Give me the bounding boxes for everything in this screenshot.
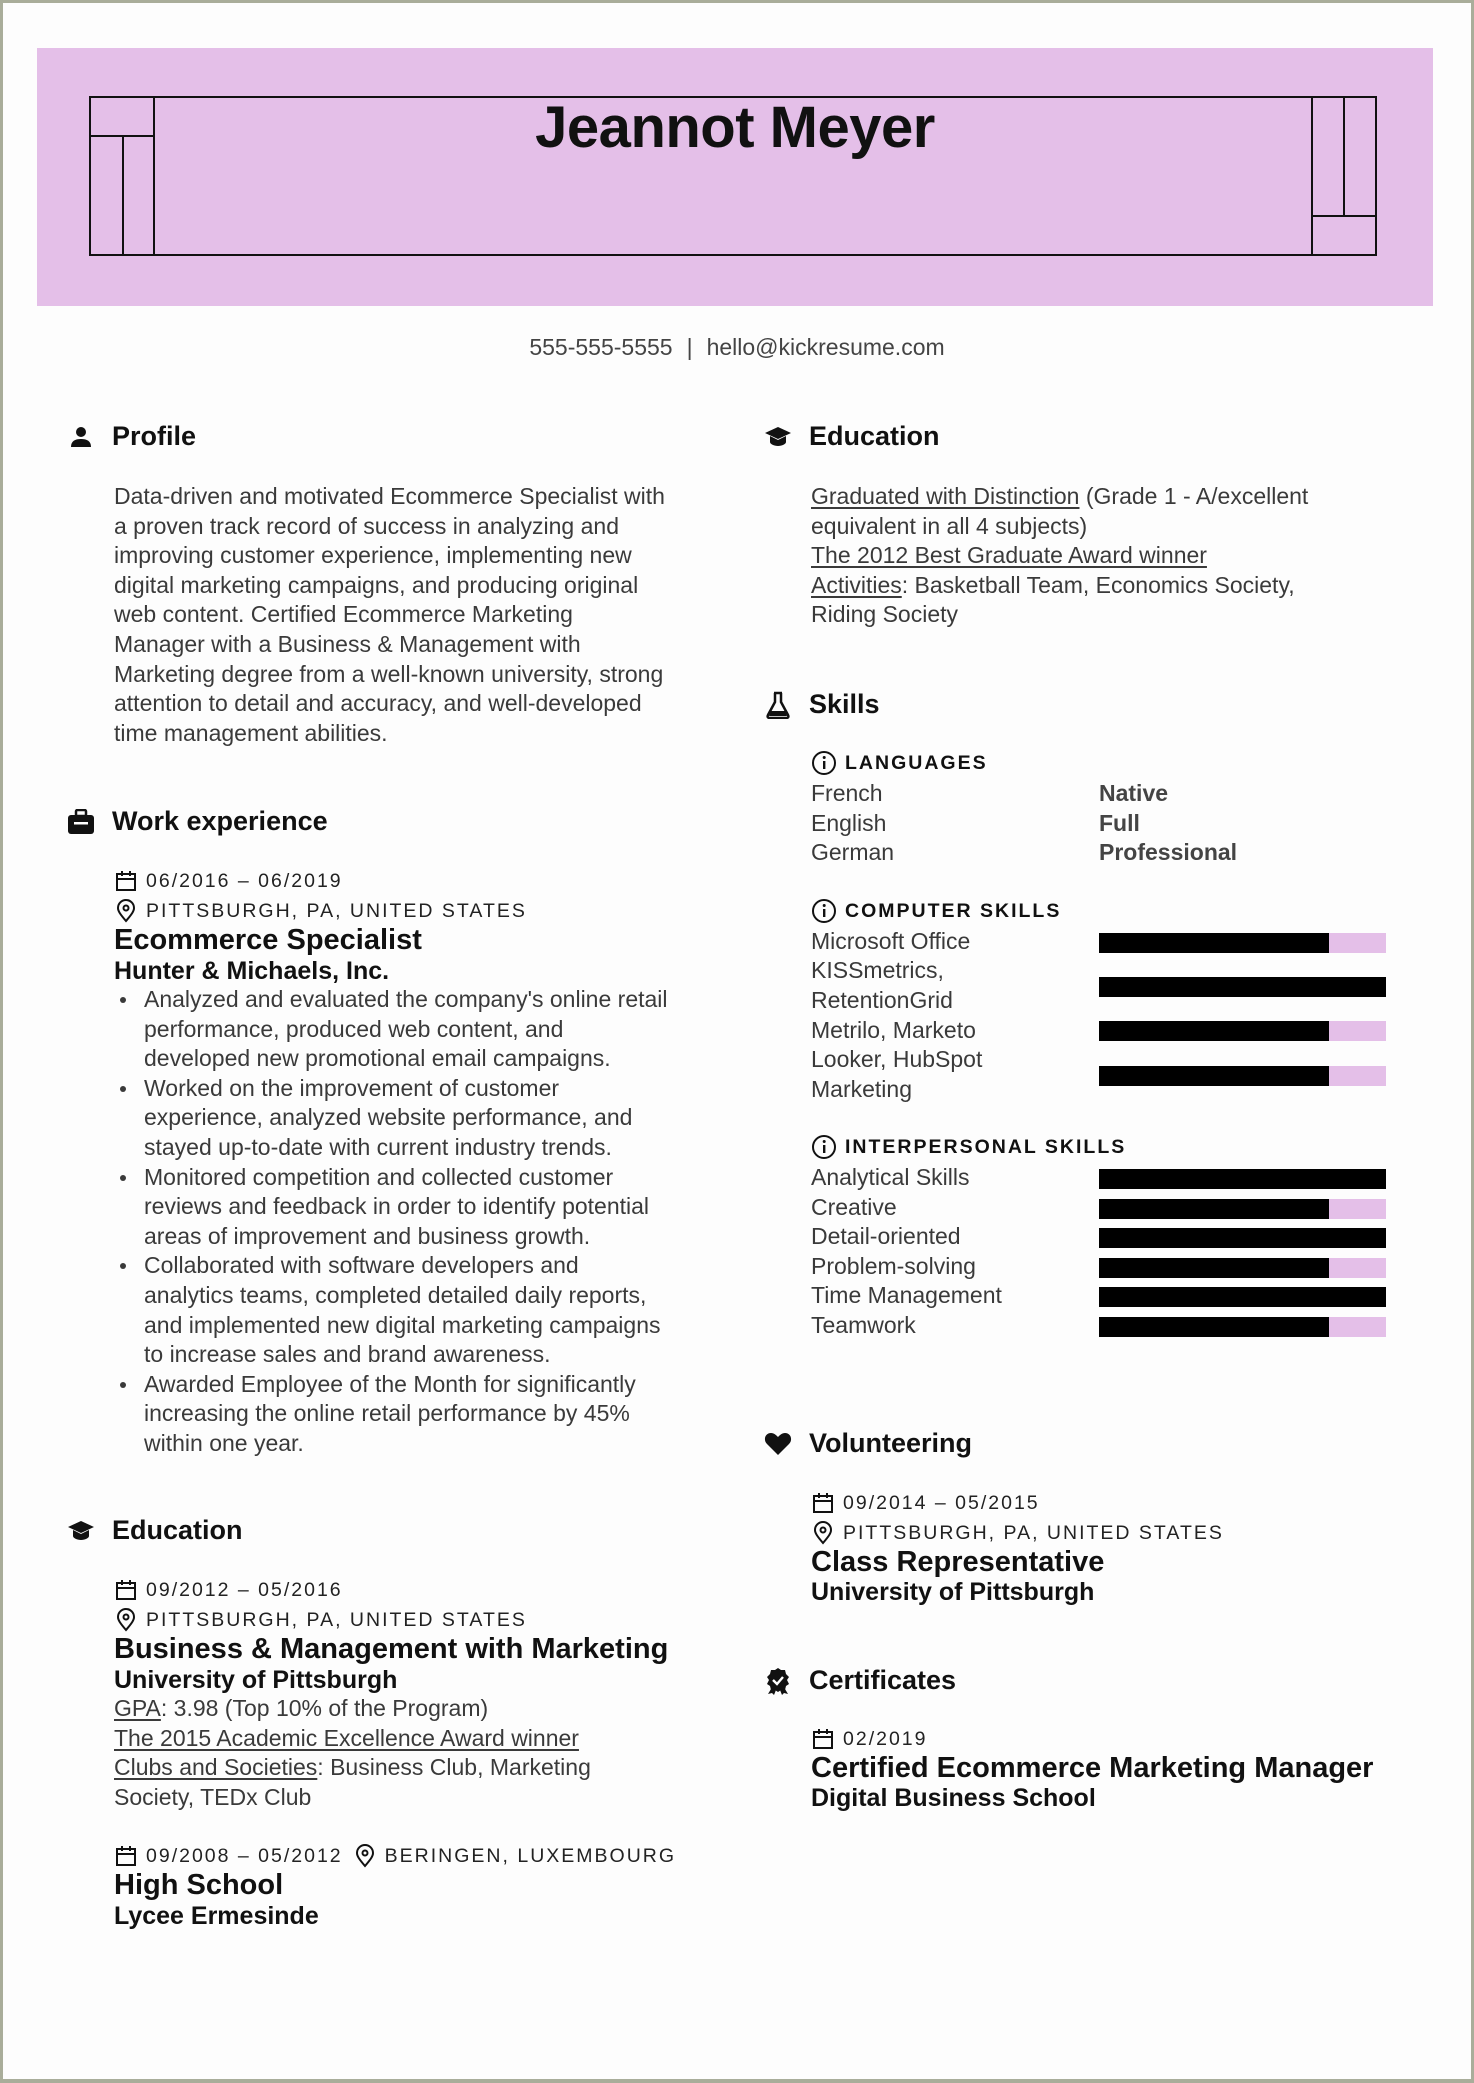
education-right-title: Education xyxy=(809,421,940,451)
computer-skills-title: COMPUTER SKILLS xyxy=(811,898,1061,924)
work-position: Ecommerce Specialist xyxy=(114,924,422,956)
skill-bar xyxy=(1099,933,1386,953)
contact-separator: | xyxy=(686,334,693,360)
skill-bar xyxy=(1099,1287,1386,1307)
location-pin-icon xyxy=(811,1521,835,1545)
skill-bar xyxy=(1099,1066,1386,1086)
volunteering-dates: 09/2014 – 05/2015 xyxy=(811,1491,1040,1515)
skill-bar xyxy=(1099,977,1386,997)
skill-bar xyxy=(1099,1258,1386,1278)
language-level: Full xyxy=(1099,810,1140,836)
gpa-label: GPA xyxy=(114,1695,161,1721)
location-pin-icon xyxy=(353,1844,377,1868)
calendar-icon xyxy=(114,869,138,893)
education2-degree: High School xyxy=(114,1869,284,1901)
skill-name: Detail-oriented xyxy=(811,1223,961,1249)
list-item: Monitored competition and collected customer reviews and feedback in order to identify potential areas of improvement and business growth. xyxy=(114,1163,714,1252)
profile-heading xyxy=(66,421,196,452)
education-degree: Business & Management with Marketing xyxy=(114,1633,669,1665)
person-icon xyxy=(66,422,96,452)
activities-label: Activities xyxy=(811,571,902,598)
languages-title: LANGUAGES xyxy=(811,750,988,776)
education-heading xyxy=(66,1515,243,1546)
work-location: PITTSBURGH, PA, UNITED STATES xyxy=(114,899,527,923)
language-level: Professional xyxy=(1099,839,1238,865)
language-level: Native xyxy=(1099,780,1169,806)
work-title: Work experience xyxy=(112,806,328,836)
list-item: Awarded Employee of the Month for significantly increasing the online retail performance by 45% within one year. xyxy=(114,1370,714,1459)
list-item: Analyzed and evaluated the company's online retail performance, produced web content, and developed new promotional email campaigns. xyxy=(114,985,714,1074)
award-badge-icon xyxy=(763,1666,793,1696)
skill-bar xyxy=(1099,1228,1386,1248)
profile-summary: Data-driven and motivated Ecommerce Specialist with a proven track record of success in analyzing and improving customer experience, implementing new digital marketing campaigns, and producing original web content. Certified Ecommerce Marketing Manager with a Business & Management with Marketing degree from a well-known university, strong attention to detail and accuracy, and well-developed time management abilities. xyxy=(114,483,665,746)
award-text: The 2015 Academic Excellence Award winner xyxy=(114,1724,579,1751)
education-location: PITTSBURGH, PA, UNITED STATES xyxy=(114,1608,527,1632)
skill-bar xyxy=(1099,1317,1386,1337)
skill-name: Analytical Skills xyxy=(811,1164,970,1190)
language-name: German xyxy=(811,839,895,865)
profile-title: Profile xyxy=(112,421,197,451)
flask-icon xyxy=(763,690,793,720)
interpersonal-skills-title: INTERPERSONAL SKILLS xyxy=(811,1134,1126,1160)
calendar-icon xyxy=(114,1578,138,1602)
education-school: University of Pittsburgh xyxy=(114,1666,398,1694)
skill-name: Marketing xyxy=(811,1076,912,1102)
list-item: Worked on the improvement of customer experience, analyzed website performance, and stayed up-to-date with current industry trends. xyxy=(114,1074,714,1163)
info-icon xyxy=(811,1134,837,1160)
volunteering-org: University of Pittsburgh xyxy=(811,1578,1095,1606)
calendar-icon xyxy=(114,1844,138,1868)
certificate-issuer: Digital Business School xyxy=(811,1784,1096,1812)
distinction-label: Graduated with Distinction xyxy=(811,483,1080,509)
work-heading xyxy=(66,806,328,837)
clubs-label: Clubs and Societies xyxy=(114,1754,318,1781)
skill-name: Looker, HubSpot xyxy=(811,1046,983,1072)
work-company: Hunter & Michaels, Inc. xyxy=(114,957,390,985)
education2-meta: 09/2008 – 05/2012 BERINGEN, LUXEMBOURG xyxy=(114,1844,676,1868)
skill-name: Problem-solving xyxy=(811,1253,976,1279)
header-banner xyxy=(37,48,1433,306)
briefcase-icon xyxy=(66,807,96,837)
volunteering-location: PITTSBURGH, PA, UNITED STATES xyxy=(811,1521,1224,1545)
location-pin-icon xyxy=(114,899,138,923)
info-icon xyxy=(811,898,837,924)
skill-bar xyxy=(1099,1021,1386,1041)
education-right-heading xyxy=(763,421,940,452)
education-dates: 09/2012 – 05/2016 xyxy=(114,1578,343,1602)
calendar-icon xyxy=(811,1727,835,1751)
certificate-date: 02/2019 xyxy=(811,1727,928,1751)
certificates-title: Certificates xyxy=(809,1665,957,1695)
info-icon xyxy=(811,750,837,776)
contact-line xyxy=(0,334,1474,361)
heart-icon xyxy=(763,1429,793,1459)
skill-name: Teamwork xyxy=(811,1312,916,1338)
volunteering-title: Volunteering xyxy=(809,1428,973,1458)
phone[interactable]: 555-555-5555 xyxy=(529,334,673,360)
certificates-heading xyxy=(763,1665,956,1696)
certificate-name: Certified Ecommerce Marketing Manager xyxy=(811,1752,1374,1784)
skill-bar xyxy=(1099,1199,1386,1219)
skill-name: Microsoft Office xyxy=(811,928,971,954)
education-details: GPA: 3.98 (Top 10% of the Program) The 2015 Academic Excellence Award winner Clubs and Societies: Business Club, Marketing Society, TEDx Club xyxy=(114,1695,591,1810)
work-dates: 06/2016 – 06/2019 xyxy=(114,869,343,893)
skills-title: Skills xyxy=(809,689,880,719)
skill-name: Creative xyxy=(811,1194,897,1220)
skill-name: Metrilo, Marketo xyxy=(811,1017,976,1043)
skill-name: Time Management xyxy=(811,1282,1002,1308)
education-right-details: Graduated with Distinction (Grade 1 - A/excellent equivalent in all 4 subjects) The 2012 Best Graduate Award winner Activities: Basketball Team, Economics Society, Riding Society xyxy=(811,483,1309,628)
graduation-cap-icon xyxy=(66,1516,96,1546)
location-pin-icon xyxy=(114,1608,138,1632)
skill-bar xyxy=(1099,1169,1386,1189)
language-name: English xyxy=(811,810,887,836)
candidate-name: Jeannot Meyer xyxy=(535,95,935,160)
skills-heading xyxy=(763,689,880,720)
language-name: French xyxy=(811,780,883,806)
skill-name: KISSmetrics, xyxy=(811,957,944,983)
volunteering-role: Class Representative xyxy=(811,1546,1105,1578)
graduation-cap-icon xyxy=(763,422,793,452)
work-bullets xyxy=(114,985,714,1459)
list-item: Collaborated with software developers and analytics teams, completed detailed daily reports, and implemented new digital marketing campaigns to increase sales and brand awareness. xyxy=(114,1251,714,1369)
award-text: The 2012 Best Graduate Award winner xyxy=(811,542,1207,569)
volunteering-heading xyxy=(763,1428,972,1459)
skill-name: RetentionGrid xyxy=(811,987,953,1013)
email[interactable]: hello@kickresume.com xyxy=(706,334,945,360)
education2-school: Lycee Ermesinde xyxy=(114,1902,319,1930)
education-title: Education xyxy=(112,1515,243,1545)
calendar-icon xyxy=(811,1491,835,1515)
